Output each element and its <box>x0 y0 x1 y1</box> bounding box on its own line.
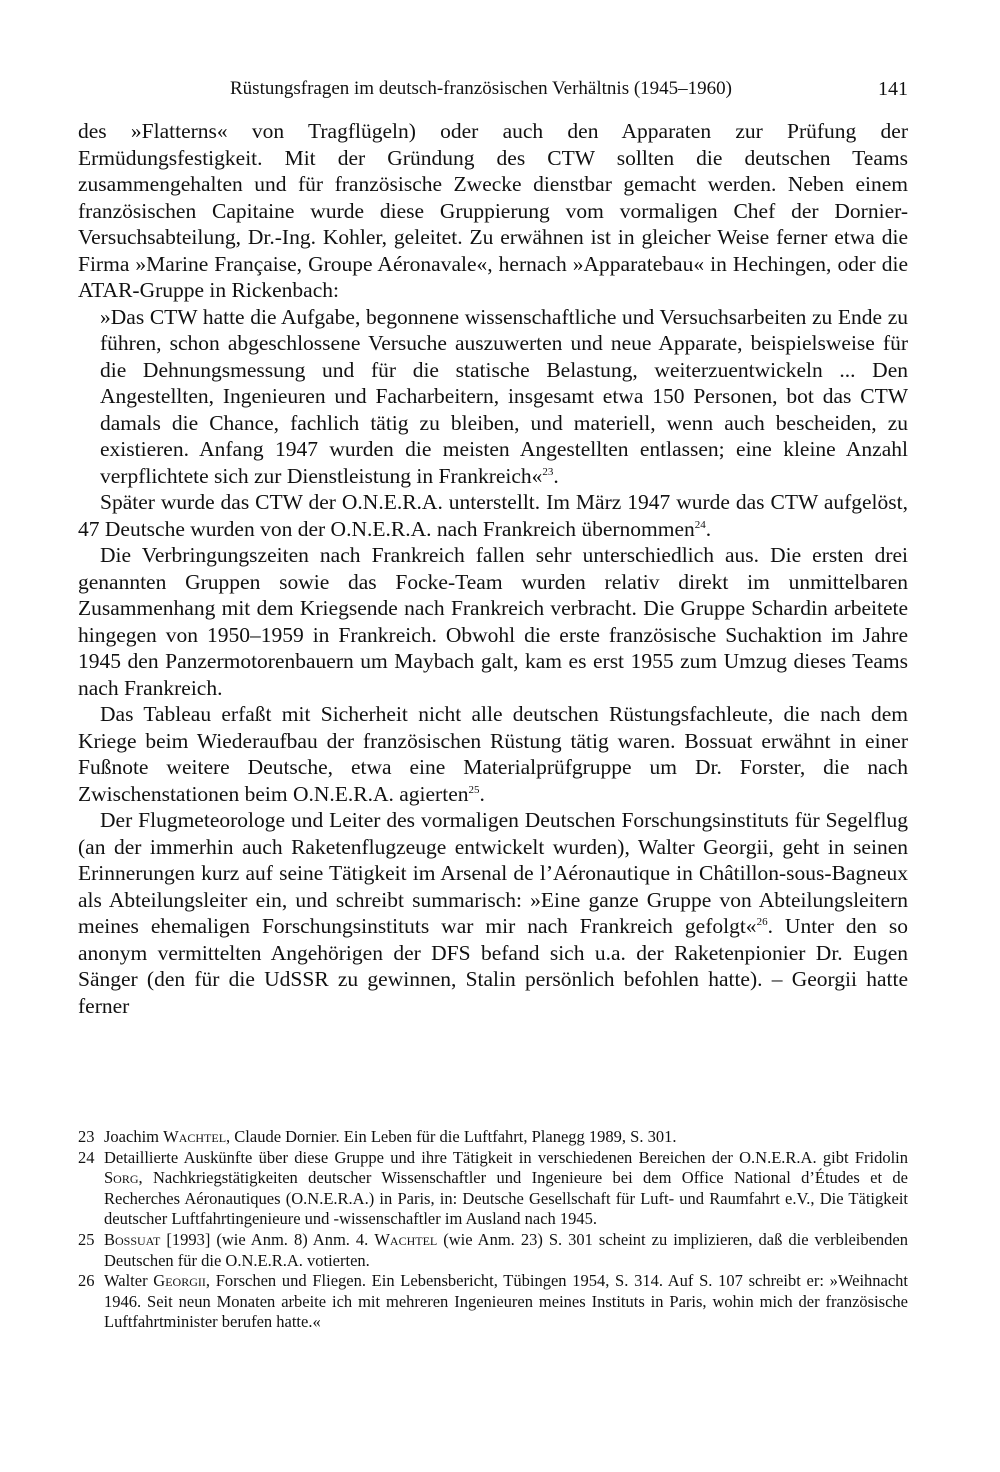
paragraph-2 <box>78 489 908 542</box>
footnote-number: 23 <box>78 1127 95 1146</box>
footnote-ref-24[interactable]: 24 <box>694 518 706 531</box>
author-name: Wachtel <box>374 1229 438 1249</box>
footnotes <box>78 1127 908 1333</box>
quote-text: »Das CTW hatte die Aufgabe, begonnene wissenschaftliche und Versuchsarbeiten zu Ende zu führen, schon abgeschlossene Versuche auszuwerten und neue Apparate, beispielsweise für die Dehnungsmessung und für die statische Belastung, weiterzuentwickeln ... Den Angestellten, Ingenieuren und Facharbeitern, insgesamt etwa 150 Personen, bot das CTW damals die Chance, fachlich tätig zu bleiben, und materiell, wenn auch bescheiden, zu existieren. Anfang 1947 wurden die meisten Angestellten entlassen; eine kleine Anzahl verpflichtete sich zur Dienstleistung in Frankreich« <box>100 304 908 488</box>
footnote-text-part: , Forschen und Fliegen. Ein Lebensbericht, Tübingen 1954, S. 314. Auf S. 107 schreibt er: »Weihnacht 1946. Seit neun Monaten arbeite ich mit mehreren Ingenieuren meines Instituts in Paris, wohin mich der französische Luftfahrtminister berufen hatte.« <box>104 1271 909 1332</box>
paragraph-2-end: . <box>705 516 712 541</box>
footnote-text-part: Joachim <box>104 1127 164 1146</box>
footnote-text <box>104 1230 908 1271</box>
paragraph-3: Die Verbringungszeiten nach Frankreich fallen sehr unterschiedlich aus. Die ersten drei genannten Gruppen sowie das Focke-Team wurden relativ direkt im unmittelbaren Zusammenhang mit dem Kriegsende nach Frankreich verbracht. Die Gruppe Schardin arbeitete hingegen von 1950–1959 in Frankreich. Obwohl die erste französische Suchaktion im Jahre 1945 den Panzermotorenbauern um Maybach galt, kam es erst 1955 zum Umzug dieses Teams nach Frankreich. <box>78 543 908 700</box>
footnote-ref-25[interactable]: 25 <box>468 783 480 796</box>
running-header <box>78 74 908 104</box>
paragraph-5-text: Der Flugmeteorologe und Leiter des vormaligen Deutschen Forschungsinstituts für Segelflug (an der immerhin auch Raketenflugzeuge entwickelt wurden), Walter Georgii, geht in seinen Erinnerungen kurz auf seine Tätigkeit im Arsenal de l’Aéronautique in Châtillon-sous-Bagneux als Abteilungsleiter ein, und schreibt summarisch: »Eine ganze Gruppe von Abteilungsleitern meines ehemaligen Forschungsinstituts war mir nach Frankreich gefolgt« <box>78 808 908 938</box>
footnote-text-part: , Nachkriegstätigkeiten deutscher Wissenschaftler und Ingenieure bei dem Office National d’Études et de Recherches Aéronautiques (O.N.E.R.A.) in Paris, in: Deutsche Gesellschaft für Luft- und Raumfahrt e.V., Die Tätigkeit deutscher Luftfahrtingenieure und -wissenschaftler im Ausland nach 1945. <box>104 1168 908 1229</box>
running-title: Rüstungsfragen im deutsch-französischen Verhältnis (1945–1960) <box>230 78 732 99</box>
footnote-ref-23[interactable]: 23 <box>542 465 554 478</box>
author-name: Bossuat <box>104 1229 161 1249</box>
footnote-text-part: , Claude Dornier. Ein Leben für die Luftfahrt, Planegg 1989, S. 301. <box>226 1127 677 1146</box>
footnote-number: 26 <box>78 1271 95 1291</box>
footnote-number: 24 <box>78 1147 95 1167</box>
quote-end: . <box>553 463 559 488</box>
footnote-number: 25 <box>78 1229 95 1249</box>
paragraph-5-continuation: . Unter den so anonym vermittelten Angehörigen der DFS befand sich u.a. der Raketenpionier Dr. Eugen Sänger (den für die UdSSR zu gewinnen, Stalin persönlich befohlen hatte). – Georgii hatte ferner <box>78 914 908 1018</box>
footnote-text-part: [1993] (wie Anm. 8) Anm. 4. <box>160 1229 375 1249</box>
main-text <box>78 118 908 1019</box>
footnote-26 <box>78 1271 908 1333</box>
author-name: Georgii <box>153 1271 206 1291</box>
paragraph-1: des »Flatterns« von Tragflügeln) oder auch den Apparaten zur Prüfung der Ermüdungsfestigkeit. Mit der Gründung des CTW sollten die deutschen Teams zusammengehalten und für französische Zwecke dienstbar gemacht werden. Neben einem französischen Capitaine wurde diese Gruppierung vom vormaligen Chef der Dornier-Versuchsabteilung, Dr.-Ing. Kohler, geleitet. Zu erwähnen ist in gleicher Weise ferner etwa die Firma »Marine Française, Groupe Aéronavale«, hernach »Apparatebau« in Hechingen, oder die ATAR-Gruppe in Rickenbach: <box>78 119 908 302</box>
footnote-text <box>104 1148 908 1230</box>
block-quote <box>78 304 908 490</box>
footnote-23 <box>78 1127 908 1148</box>
author-name: Sorg <box>104 1168 139 1188</box>
footnote-text <box>104 1271 908 1333</box>
footnote-text-part: Walter <box>104 1271 154 1291</box>
paragraph-4 <box>78 701 908 807</box>
footnote-25 <box>78 1230 908 1271</box>
footnote-text-part: Detaillierte Auskünfte über diese Gruppe und ihre Tätigkeit in verschiedenen Bereichen der O.N.E.R.A. gibt Fridolin <box>104 1147 908 1167</box>
paragraph-5 <box>78 807 908 1019</box>
footnote-text <box>104 1127 908 1148</box>
footnote-text-part: (wie Anm. 23) S. 301 scheint zu implizieren, daß die verbleibenden Deutschen für die O.N.E.R.A. votierten. <box>104 1229 908 1270</box>
author-name: Wachtel <box>163 1127 227 1146</box>
paragraph-4-end: . <box>479 781 485 806</box>
footnote-ref-26[interactable]: 26 <box>756 916 768 928</box>
page-number: 141 <box>878 78 908 100</box>
footnote-24 <box>78 1148 908 1230</box>
paragraph-2-text: Später wurde das CTW der O.N.E.R.A. unterstellt. Im März 1947 wurde das CTW aufgelöst, 47 Deutsche wurden von der O.N.E.R.A. nach Frankreich übernommen <box>78 490 908 541</box>
paragraph-4-text: Das Tableau erfaßt mit Sicherheit nicht alle deutschen Rüstungsfachleute, die nach dem Kriege beim Wiederaufbau der französischen Rüstung tätig waren. Bossuat erwähnt in einer Fußnote weitere Deutsche, etwa eine Materialprüfgruppe um Dr. Forster, die nach Zwischenstationen beim O.N.E.R.A. agierten <box>78 702 908 806</box>
